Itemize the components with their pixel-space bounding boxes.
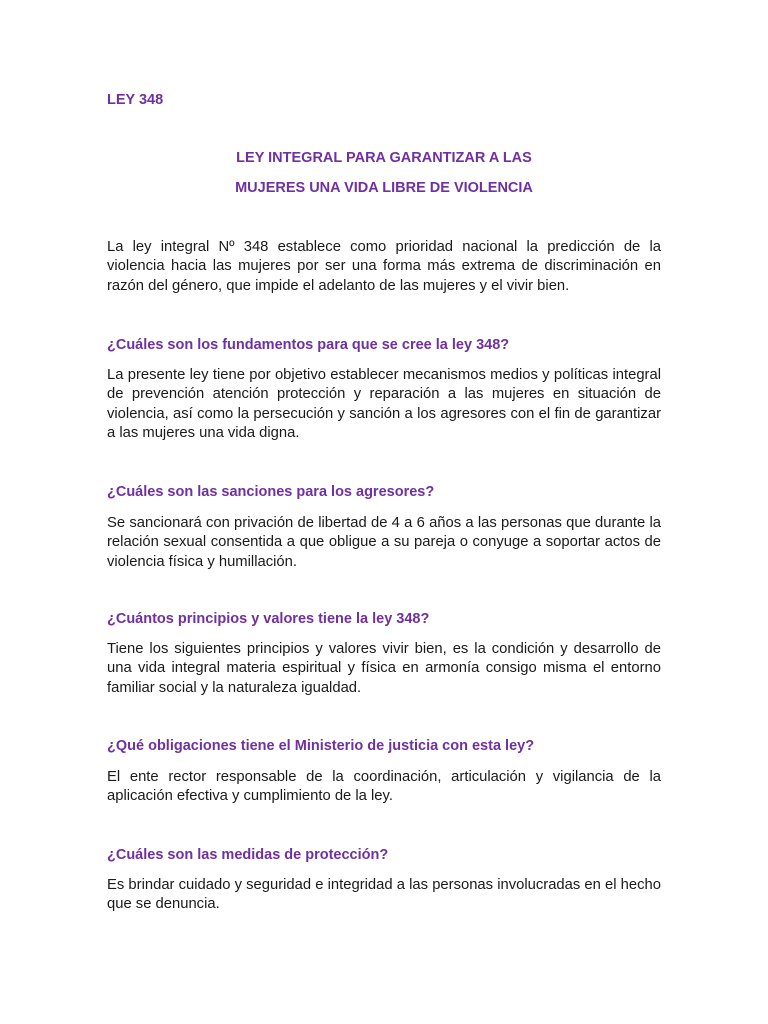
intro-paragraph: La ley integral Nº 348 establece como prioridad nacional la predicción de la violencia hacia las mujeres por ser una forma más extrema de discriminación en razón del género, que impide el adelanto de las mujeres y el vivir bien. (107, 239, 661, 294)
question-heading: ¿Cuáles son las sanciones para los agresores? (107, 484, 435, 500)
answer-paragraph: Se sancionará con privación de libertad de 4 a 6 años a las personas que durante la relación sexual consentida a que obligue a su pareja o conyuge a soportar actos de violencia física y humillación. (107, 515, 661, 570)
document-title-line-2: MUJERES UNA VIDA LIBRE DE VIOLENCIA (235, 180, 533, 196)
answer-paragraph: Tiene los siguientes principios y valores vivir bien, es la condición y desarrollo de una vida integral materia espiritual y física en armonía consigo misma el entorno familiar social y la naturaleza igualdad. (107, 641, 661, 696)
answer-paragraph: La presente ley tiene por objetivo establecer mecanismos medios y políticas integral de prevención atención protección y reparación a las mujeres en situación de violencia, así como la persecución y sanción a los agresores con el fin de garantizar a las mujeres una vida digna. (107, 367, 661, 441)
question-heading: ¿Cuáles son las medidas de protección? (107, 847, 389, 863)
answer-paragraph: El ente rector responsable de la coordinación, articulación y vigilancia de la aplicación efectiva y cumplimiento de la ley. (107, 769, 661, 805)
question-heading: ¿Qué obligaciones tiene el Ministerio de justicia con esta ley? (107, 738, 535, 754)
question-heading: ¿Cuántos principios y valores tiene la ley 348? (107, 611, 430, 627)
answer-paragraph: Es brindar cuidado y seguridad e integridad a las personas involucradas en el hecho que se denuncia. (107, 877, 661, 913)
question-heading: ¿Cuáles son los fundamentos para que se cree la ley 348? (107, 337, 510, 353)
document-title-line-1: LEY INTEGRAL PARA GARANTIZAR A LAS (236, 150, 532, 166)
law-number-heading: LEY 348 (107, 92, 164, 108)
